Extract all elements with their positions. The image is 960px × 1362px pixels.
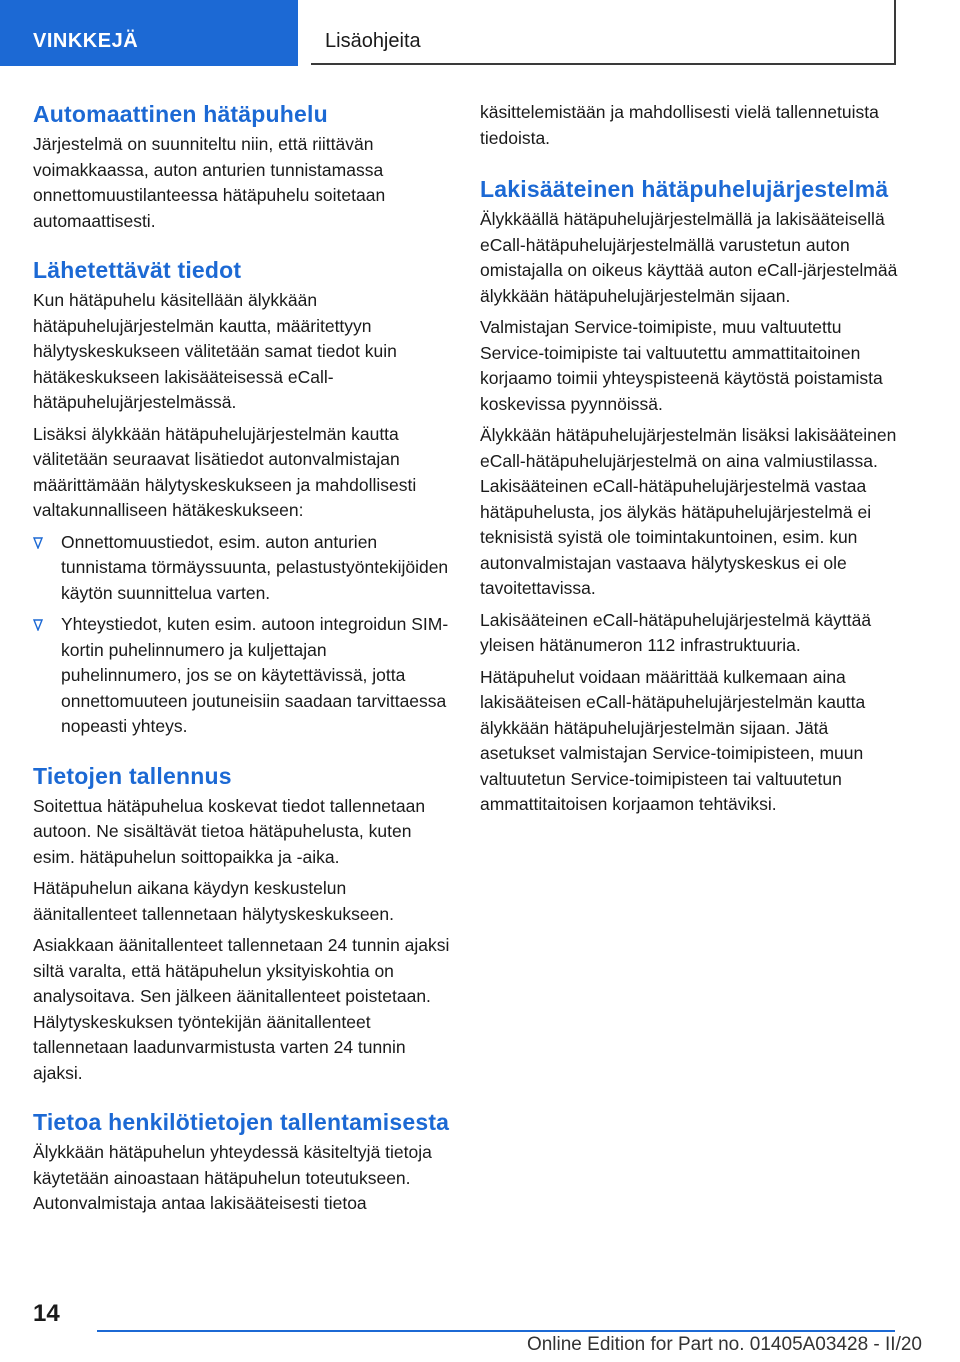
- right-column: [480, 100, 900, 818]
- paragraph: Kun hätäpuhelu käsitellään älykkään hätäpuhelujärjestelmän kautta, määritettyyn hälytyskeskukseen välitetään samat tiedot kuin hätäkeskukseen lakisääteisessä eCall-hätäpuhelujärjestelmässä.: [33, 290, 397, 412]
- section-title: Lisäohjeita: [311, 0, 896, 65]
- heading-statutory-emergency-call-system: Lakisääteinen hätäpuhelujärjestelmä: [480, 176, 889, 202]
- paragraph: Älykkään hätäpuhelujärjestelmän lisäksi lakisääteinen eCall-hätäpuhelujärjestelmä on aina valmiustilassa. Lakisääteinen eCall-hätäpuhelujärjestelmä vastaa hätäpuhelusta, jos älykäs hätäpuhelujärjestelmä ei teknisistä syistä ole toimintakuntoinen, esim. kun autonvalmistajan vastaava hälytyskeskus ei ole tavoitettavissa.: [480, 425, 897, 598]
- bullet-list: [33, 530, 451, 740]
- list-item-text: Onnettomuustiedot, esim. auton anturien tunnistama törmäyssuunta, pelastustyöntekijöiden käytön suunnittelua varten.: [61, 531, 449, 603]
- heading-automatic-emergency-call: Automaattinen hätäpuhelu: [33, 101, 328, 127]
- paragraph: Hätäpuhelut voidaan määrittää kulkemaan aina lakisääteisen eCall-hätäpuhelujärjestelmän kautta älykkään hätäpuhelujärjestelmän sijaan. Jätä asetukset valmistajan Service-toimipisteen, muun valtuutetun Service-toimipisteen tai valtuutetun ammattitaitoisen korjaamon tehtäviksi.: [480, 666, 866, 814]
- paragraph: Asiakkaan äänitallenteet tallennetaan 24 tunnin ajaksi siltä varalta, että hätäpuhelun yksityiskohtia on analysoitava. Sen jälkeen äänitallenteet poistetaan. Hälytyskeskuksen työntekijän äänitallenteet tallennetaan laadunvarmistusta varten 24 tunnin ajaksi.: [33, 935, 450, 1083]
- paragraph: Hätäpuhelun aikana käydyn keskustelun äänitallenteet tallennetaan hälytyskeskukseen.: [33, 878, 394, 924]
- page-number: 14: [33, 1300, 60, 1327]
- heading-personal-data-storage: Tietoa henkilötietojen tallentamisesta: [33, 1109, 450, 1135]
- paragraph: Lakisääteinen eCall-hätäpuhelujärjestelmä käyttää yleisen hätänumeron 112 infrastruktuuria.: [480, 609, 872, 655]
- paragraph: Järjestelmä on suunniteltu niin, että riittävän voimakkaassa, auton anturien tunnistamassa onnettomuustilanteessa hätäpuhelu soitetaan automaattisesti.: [33, 134, 386, 231]
- paragraph: Lisäksi älykkään hätäpuhelujärjestelmän kautta välitetään seuraavat lisätiedot autonvalmistajan määrittämään hälytyskeskukseen ja mahdollisesti valtakunnalliseen hätäkeskukseen:: [33, 423, 417, 520]
- paragraph: Älykkäällä hätäpuhelujärjestelmällä ja lakisääteisellä eCall-hätäpuhelujärjestelmällä varustetun auton omistajalla on oikeus käyttää auton eCall-järjestelmää älykkään hätäpuhelujärjestelmän sijaan.: [480, 209, 898, 306]
- list-item: [33, 530, 451, 607]
- paragraph: Soitettua hätäpuhelua koskevat tiedot tallennetaan autoon. Ne sisältävät tietoa hätäpuhelusta, kuten esim. hätäpuhelun soittopaikka ja -aika.: [33, 795, 426, 867]
- heading-transmitted-data: Lähetettävät tiedot: [33, 257, 242, 283]
- list-item: [33, 612, 451, 740]
- left-column: [33, 100, 451, 1217]
- footer-edition: Online Edition for Part no. 01405A03428 - II/20: [526, 1334, 922, 1355]
- paragraph: Älykkään hätäpuhelun yhteydessä käsiteltyjä tietoja käytetään ainoastaan hätäpuhelun toteutukseen. Autonvalmistaja antaa lakisääteisesti tietoa: [33, 1142, 432, 1213]
- triangle-bullet-icon: [33, 537, 43, 549]
- paragraph: käsittelemistään ja mahdollisesti vielä tallennetuista tiedoista.: [480, 102, 879, 148]
- triangle-bullet-icon: [33, 619, 43, 631]
- paragraph: Valmistajan Service-toimipiste, muu valtuutettu Service-toimipiste tai valtuutettu ammattitaitoinen korjaamo toimii yhteyspisteenä käytöstä poistamista koskevissa pyynnöissä.: [480, 317, 883, 414]
- page-header: [0, 0, 960, 66]
- footer-divider: [97, 1330, 895, 1332]
- chapter-tab: VINKKEJÄ: [0, 0, 298, 66]
- list-item-text: Yhteystiedot, kuten esim. autoon integroidun SIM-kortin puhelinnumero ja kuljettajan puhelinnumero, jos se on käytettävissä, jotta onnettomuuteen joutuneisiin saadaan tarvittaessa nopeasti yhteys.: [61, 614, 449, 736]
- heading-data-storage: Tietojen tallennus: [33, 762, 232, 789]
